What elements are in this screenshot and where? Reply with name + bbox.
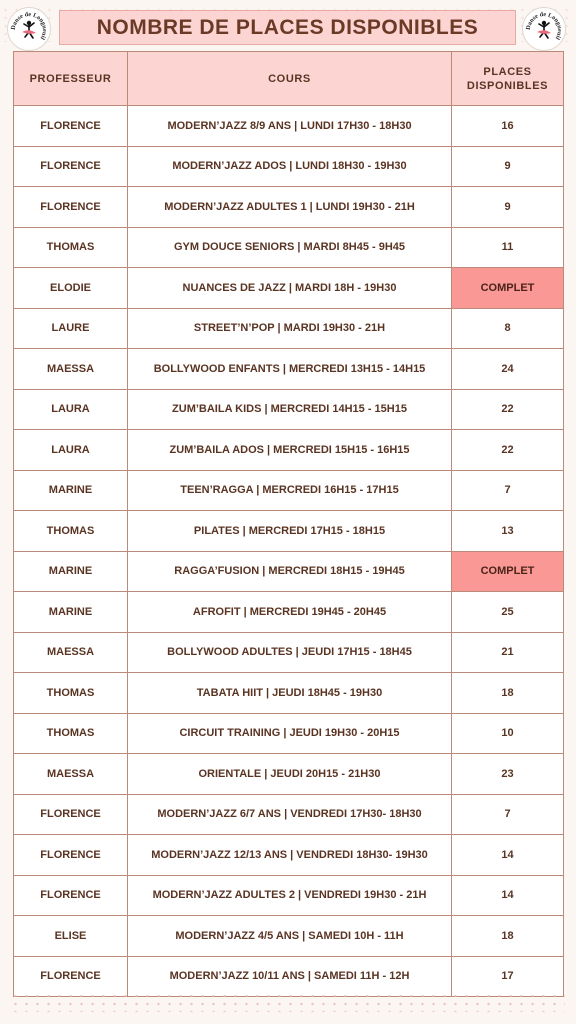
cell-places: 8 [452, 308, 564, 349]
cell-professeur: THOMAS [14, 673, 128, 714]
header-cours: COURS [128, 52, 452, 106]
table-header-row [14, 52, 564, 106]
table-row [14, 349, 564, 390]
cell-professeur: FLORENCE [14, 835, 128, 876]
cell-places: 22 [452, 430, 564, 471]
decorative-dots-bottom [10, 992, 565, 1012]
cell-professeur: MAESSA [14, 754, 128, 795]
cell-professeur: FLORENCE [14, 106, 128, 147]
cell-cours: PILATES | MERCREDI 17H15 - 18H15 [128, 511, 452, 552]
table-row [14, 551, 564, 592]
table-row [14, 389, 564, 430]
cell-cours: MODERN’JAZZ ADULTES 2 | VENDREDI 19H30 - 21H [128, 875, 452, 916]
table-row [14, 916, 564, 957]
cell-places: COMPLET [452, 268, 564, 309]
table-row [14, 713, 564, 754]
table-row [14, 187, 564, 228]
cell-professeur: LAURA [14, 430, 128, 471]
cell-professeur: THOMAS [14, 713, 128, 754]
header-places-line2: DISPONIBLES [466, 79, 549, 92]
cell-cours: BOLLYWOOD ENFANTS | MERCREDI 13H15 - 14H15 [128, 349, 452, 390]
header-professeur: PROFESSEUR [14, 52, 128, 106]
cell-places: 10 [452, 713, 564, 754]
cell-professeur: FLORENCE [14, 875, 128, 916]
table-row [14, 511, 564, 552]
cell-professeur: LAURA [14, 389, 128, 430]
dancer-logo-icon [8, 8, 50, 50]
cell-places: 16 [452, 106, 564, 147]
school-logo-left [7, 7, 51, 51]
cell-cours: ORIENTALE | JEUDI 20H15 - 21H30 [128, 754, 452, 795]
cell-places: 14 [452, 835, 564, 876]
cell-places: 23 [452, 754, 564, 795]
cell-places: 24 [452, 349, 564, 390]
table-row [14, 106, 564, 147]
cell-cours: ZUM’BAILA KIDS | MERCREDI 14H15 - 15H15 [128, 389, 452, 430]
cell-cours: BOLLYWOOD ADULTES | JEUDI 17H15 - 18H45 [128, 632, 452, 673]
page-title: NOMBRE DE PLACES DISPONIBLES [96, 15, 479, 39]
cell-professeur: MARINE [14, 470, 128, 511]
cell-cours: MODERN’JAZZ 4/5 ANS | SAMEDI 10H - 11H [128, 916, 452, 957]
table-row [14, 592, 564, 633]
cell-professeur: FLORENCE [14, 794, 128, 835]
table-row [14, 875, 564, 916]
cell-cours: STREET’N’POP | MARDI 19H30 - 21H [128, 308, 452, 349]
cell-professeur: THOMAS [14, 511, 128, 552]
cell-cours: TABATA HIIT | JEUDI 18H45 - 19H30 [128, 673, 452, 714]
cell-places: 22 [452, 389, 564, 430]
cell-professeur: ELODIE [14, 268, 128, 309]
table-row [14, 227, 564, 268]
cell-cours: MODERN’JAZZ ADOS | LUNDI 18H30 - 19H30 [128, 146, 452, 187]
cell-professeur: MARINE [14, 551, 128, 592]
table-row [14, 794, 564, 835]
cell-cours: TEEN’RAGGA | MERCREDI 16H15 - 17H15 [128, 470, 452, 511]
dancer-logo-icon [523, 8, 565, 50]
cell-professeur: FLORENCE [14, 187, 128, 228]
cell-places: 11 [452, 227, 564, 268]
table-row [14, 268, 564, 309]
cell-places: 17 [452, 956, 564, 997]
table-row [14, 470, 564, 511]
table-row [14, 146, 564, 187]
cell-cours: MODERN’JAZZ 12/13 ANS | VENDREDI 18H30- 19H30 [128, 835, 452, 876]
cell-cours: MODERN’JAZZ 6/7 ANS | VENDREDI 17H30- 18H30 [128, 794, 452, 835]
cell-professeur: THOMAS [14, 227, 128, 268]
cell-professeur: MAESSA [14, 632, 128, 673]
cell-professeur: FLORENCE [14, 146, 128, 187]
table-row [14, 308, 564, 349]
cell-professeur: FLORENCE [14, 956, 128, 997]
cell-places: COMPLET [452, 551, 564, 592]
table-row [14, 430, 564, 471]
cell-professeur: LAURE [14, 308, 128, 349]
cell-cours: RAGGA’FUSION | MERCREDI 18H15 - 19H45 [128, 551, 452, 592]
header-places-line1: PLACES [483, 65, 532, 78]
header-places [452, 52, 564, 106]
table-row [14, 632, 564, 673]
svg-text:Danse de Longueuil: Danse de Longueuil [524, 10, 564, 41]
cell-places: 7 [452, 794, 564, 835]
cell-places: 18 [452, 673, 564, 714]
places-table [13, 51, 564, 997]
table-row [14, 835, 564, 876]
page-title-box [59, 10, 516, 45]
cell-cours: MODERN’JAZZ 10/11 ANS | SAMEDI 11H - 12H [128, 956, 452, 997]
cell-places: 7 [452, 470, 564, 511]
cell-professeur: MARINE [14, 592, 128, 633]
table-row [14, 956, 564, 997]
cell-cours: ZUM’BAILA ADOS | MERCREDI 15H15 - 16H15 [128, 430, 452, 471]
cell-professeur: ELISE [14, 916, 128, 957]
cell-cours: MODERN’JAZZ ADULTES 1 | LUNDI 19H30 - 21H [128, 187, 452, 228]
cell-places: 9 [452, 187, 564, 228]
table-row [14, 754, 564, 795]
cell-cours: CIRCUIT TRAINING | JEUDI 19H30 - 20H15 [128, 713, 452, 754]
cell-cours: GYM DOUCE SENIORS | MARDI 8H45 - 9H45 [128, 227, 452, 268]
cell-places: 9 [452, 146, 564, 187]
cell-cours: MODERN’JAZZ 8/9 ANS | LUNDI 17H30 - 18H30 [128, 106, 452, 147]
cell-places: 18 [452, 916, 564, 957]
cell-places: 14 [452, 875, 564, 916]
cell-professeur: MAESSA [14, 349, 128, 390]
cell-places: 13 [452, 511, 564, 552]
school-logo-right [522, 7, 566, 51]
cell-cours: AFROFIT | MERCREDI 19H45 - 20H45 [128, 592, 452, 633]
svg-text:Danse de Longueuil: Danse de Longueuil [9, 10, 49, 41]
table-row [14, 673, 564, 714]
cell-places: 25 [452, 592, 564, 633]
cell-places: 21 [452, 632, 564, 673]
cell-cours: NUANCES DE JAZZ | MARDI 18H - 19H30 [128, 268, 452, 309]
